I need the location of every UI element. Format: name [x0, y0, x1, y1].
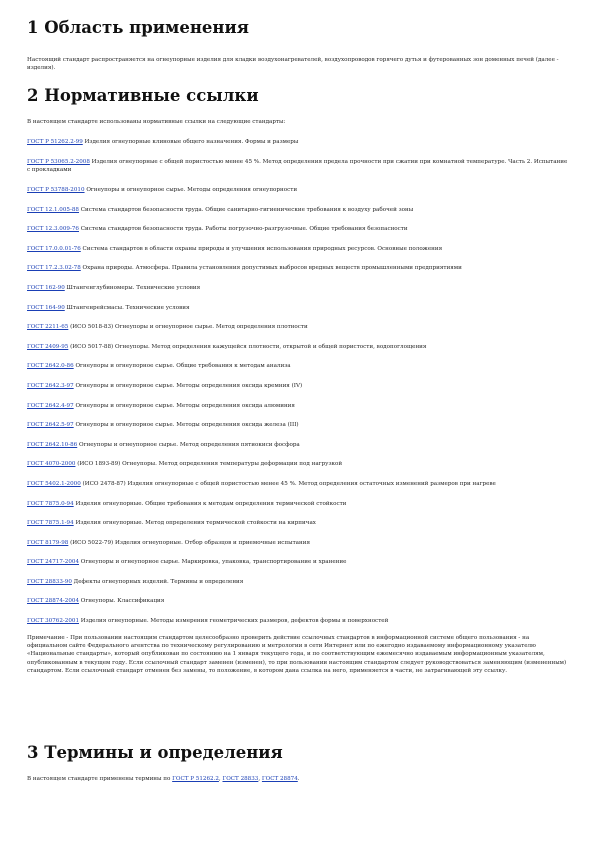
reference-item: [27, 225, 568, 233]
separator: ,: [218, 776, 223, 782]
references-list: [27, 138, 568, 625]
reference-item: [27, 519, 568, 527]
gost-link[interactable]: ГОСТ 162-90: [27, 284, 65, 291]
gost-link[interactable]: ГОСТ 2642.10-86: [27, 441, 78, 448]
gost-link[interactable]: ГОСТ 164-90: [27, 304, 65, 311]
reference-title: (ИСО 5018-83) Огнеупоры и огнеупорное сырье. Метод определения плотности: [68, 324, 308, 331]
gost-link[interactable]: ГОСТ 7875.0-94: [27, 500, 74, 507]
section-title-references: 2 Нормативные ссылки: [27, 86, 259, 105]
gost-link[interactable]: ГОСТ 8179-98: [27, 539, 69, 546]
reference-title: Охрана природы. Атмосфера. Правила установления допустимых выбросов вредных веществ промышленными предприятиями: [80, 265, 462, 272]
reference-title: Изделия огнеупорные. Метод определения термической стойкости на кирпичах: [73, 520, 316, 527]
gost-link[interactable]: ГОСТ 2642.0-86: [27, 363, 74, 370]
gost-link[interactable]: ГОСТ 2211-65: [27, 324, 69, 331]
gost-link[interactable]: ГОСТ 17.0.0.01-76: [27, 245, 81, 252]
reference-item: [27, 382, 568, 390]
gost-link[interactable]: ГОСТ 28874: [261, 776, 298, 782]
reference-title: Огнеупоры и огнеупорное сырье. Методы определения оксида железа (III): [73, 422, 299, 429]
reference-title: Дефекты огнеупорных изделий. Термины и определения: [71, 578, 244, 585]
section-normative-references: [27, 86, 568, 676]
reference-title: Огнеупоры и огнеупорное сырье. Методы определения огнеупорности: [84, 187, 298, 193]
reference-item: [27, 421, 568, 429]
references-intro: В настоящем стандарте использованы нормативные ссылки на следующие стандарты:: [27, 119, 286, 125]
gost-link[interactable]: ГОСТ 30762-2001: [27, 618, 79, 625]
reference-title: Огнеупоры и огнеупорное сырье. Маркировка, упаковка, транспортирование и хранение: [79, 559, 347, 566]
reference-title: (ИСО 5017-88) Огнеупоры. Метод определения кажущейся плотности, открытой и общей пористости, водопоглощения: [68, 343, 427, 350]
reference-title: Система стандартов безопасности труда. Работы погрузочно-разгрузочные. Общие требования безопасности: [79, 226, 408, 233]
gost-link[interactable]: ГОСТ 5402.1-2000: [27, 480, 81, 487]
reference-title: Огнеупоры и огнеупорное сырье. Методы определения оксида алюминия: [73, 402, 295, 409]
reference-title: (ИСО 5022-79) Изделия огнеупорные. Отбор образцов и приемочные испытания: [68, 539, 311, 546]
gost-link[interactable]: ГОСТ 2642.3-97: [27, 382, 74, 389]
terms-paragraph: [27, 775, 568, 783]
reference-item: [27, 362, 568, 370]
reference-item: [27, 578, 568, 586]
gost-link[interactable]: ГОСТ 2642.4-97: [27, 402, 74, 409]
gost-link[interactable]: ГОСТ 12.1.005-88: [27, 206, 79, 213]
gost-link[interactable]: ГОСТ 2409-95: [27, 343, 69, 350]
reference-title: Огнеупоры и огнеупорное сырье. Методы определения оксида кремния (IV): [73, 382, 303, 389]
reference-item: [27, 245, 568, 253]
reference-title: Штангенрейсмасы. Технические условия: [64, 304, 190, 311]
reference-title: Изделия огнеупорные. Методы измерения геометрических размеров, дефектов формы и поверхностей: [79, 618, 389, 625]
reference-title: Огнеупоры и огнеупорное сырье. Общие требования к методам анализа: [73, 363, 291, 370]
gost-link[interactable]: ГОСТ Р 53788-2010: [27, 187, 85, 193]
reference-title: Изделия огнеупорные клиновые общего назначения. Формы и размеры: [82, 139, 299, 146]
gost-link[interactable]: ГОСТ 12.3.009-76: [27, 226, 79, 233]
gost-link[interactable]: ГОСТ 28833-90: [27, 578, 72, 585]
scope-paragraph: Настоящий стандарт распространяется на огнеупорные изделия для кладки воздухонагревателей, воздухопроводов горячего дутья и футерованных зон доменных печей (далее - изделия).: [27, 57, 559, 72]
reference-title: Система стандартов безопасности труда. Общие санитарно-гигиенические требования к воздуху рабочей зоны: [79, 206, 414, 213]
section-terms: [27, 743, 568, 783]
reference-item: [27, 304, 568, 312]
gost-link[interactable]: ГОСТ Р 51262.2-99: [27, 139, 83, 146]
reference-title: Огнеупоры и огнеупорное сырье. Метод определения пятиокиси фосфора: [77, 441, 300, 448]
reference-item: [27, 343, 568, 351]
gost-link[interactable]: ГОСТ Р 53065.2-2008: [27, 159, 90, 165]
gost-link[interactable]: ГОСТ 28833: [222, 776, 259, 782]
gost-link[interactable]: ГОСТ 7875.1-94: [27, 520, 74, 527]
reference-item: [27, 402, 568, 410]
section-title-scope: 1 Область применения: [27, 18, 249, 37]
reference-item: [27, 323, 568, 331]
reference-item: [27, 138, 568, 146]
reference-title: Штангенглубиномеры. Технические условия: [64, 284, 201, 291]
reference-item: [27, 480, 568, 488]
reference-item: [27, 186, 568, 194]
reference-title: Изделия огнеупорные с общей пористостью менее 45 %. Метод определения предела прочности при сжатии при комнатной температуре. Часть 2. Испытание с прокладками: [27, 159, 568, 174]
reference-title: (ИСО 2478-87) Изделия огнеупорные с общей пористостью менее 45 %. Метод определения остаточных изменений размеров при нагреве: [80, 480, 496, 487]
reference-title: Огнеупоры. Классификация: [79, 598, 165, 605]
reference-item: [27, 264, 568, 272]
section-scope: [27, 18, 568, 73]
reference-item: [27, 284, 568, 292]
reference-item: [27, 597, 568, 605]
gost-link[interactable]: ГОСТ 17.2.3.02-78: [27, 265, 81, 272]
gost-link[interactable]: ГОСТ 4070-2000: [27, 461, 76, 468]
terms-text: В настоящем стандарте применены термины по: [27, 776, 173, 782]
gost-link[interactable]: ГОСТ Р 51262.2: [172, 776, 219, 782]
reference-item: [27, 441, 568, 449]
reference-item: [27, 539, 568, 547]
gost-link[interactable]: ГОСТ 2642.5-97: [27, 422, 74, 429]
reference-item: [27, 158, 568, 175]
references-note: Примечание - При пользовании настоящим стандартом целесообразно проверить действие ссылочных стандартов в информационной системе общего пользования - на официальном сайте Федерального агентства по техническому регулированию и метрологии в сети Интернет или по ежегодно издаваемому информационному указателю «Национальные стандарты», который опубликован по состоянию на 1 января текущего года, и по соответствующим ежемесячно издаваемым информационным указателям, опубликованным в текущем году. Если ссылочный стандарт заменен (изменен), то при пользовании настоящим стандартом следует руководствоваться заменяющим (измененным) стандартом. Если ссылочный стандарт отменен без замены, то положение, в котором дана ссылка на него, применяется в части, не затрагивающей эту ссылку.: [27, 634, 567, 675]
reference-item: [27, 460, 568, 468]
reference-title: Система стандартов в области охраны природы и улучшения использования природных ресурсов. Основные положения: [80, 245, 443, 252]
reference-item: [27, 617, 568, 625]
separator: ,: [258, 776, 262, 782]
gost-link[interactable]: ГОСТ 28874-2004: [27, 598, 79, 605]
reference-item: [27, 558, 568, 566]
gost-link[interactable]: ГОСТ 24717-2004: [27, 559, 79, 566]
reference-item: [27, 206, 568, 214]
terms-text-end: .: [297, 776, 300, 782]
reference-title: (ИСО 1893-89) Огнеупоры. Метод определения температуры деформации под нагрузкой: [75, 461, 343, 468]
reference-title: Изделия огнеупорные. Общие требования к методам определения термической стойкости: [73, 500, 347, 507]
reference-item: [27, 500, 568, 508]
section-title-terms: 3 Термины и определения: [27, 743, 283, 762]
